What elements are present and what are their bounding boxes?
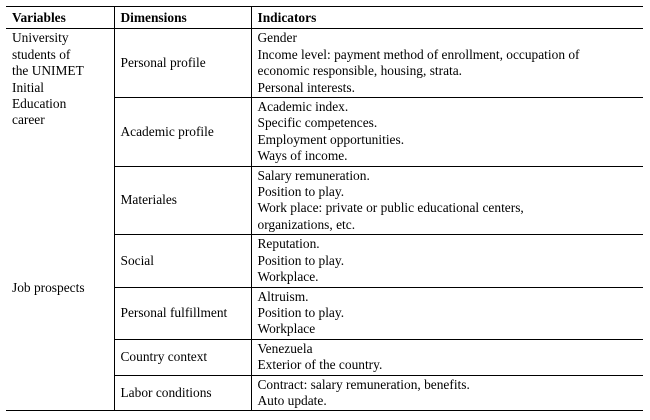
indicator-line: Position to play. <box>257 252 345 268</box>
indicator-cell <box>251 98 643 167</box>
indicator-line: Reputation. <box>257 236 320 252</box>
indicator-line: Personal interests. <box>257 79 355 95</box>
indicator-cell <box>251 339 643 375</box>
indicator-line: Venezuela <box>257 340 313 356</box>
table-row <box>6 29 643 98</box>
indicator-line: Ways of income. <box>257 148 348 164</box>
header-dimensions: Dimensions <box>114 7 251 29</box>
indicator-cell <box>251 375 643 411</box>
indicator-line: Workplace. <box>257 269 319 285</box>
indicator-line: Position to play. <box>257 184 345 200</box>
indicator-cell <box>251 29 643 98</box>
indicator-line: Work place: private or public educational centers, <box>257 200 524 216</box>
indicator-line: Income level: payment method of enrollment, occupation of <box>257 46 580 62</box>
variable-line: the UNIMET <box>12 63 84 79</box>
indicator-line: Contract: salary remuneration, benefits. <box>257 376 470 392</box>
dimension-cell: Materiales <box>114 166 251 235</box>
indicator-line: Exterior of the country. <box>257 357 383 373</box>
indicator-cell <box>251 166 643 235</box>
indicator-line: Workplace <box>257 321 316 337</box>
variable-cell <box>6 166 114 411</box>
variable-line: Education <box>12 96 67 112</box>
indicator-line: organizations, etc. <box>257 216 356 232</box>
variable-line: University <box>12 30 69 46</box>
variable-line: Initial <box>12 79 44 95</box>
dimension-cell: Academic profile <box>114 98 251 167</box>
indicator-line: Academic index. <box>257 99 349 115</box>
indicator-line: Salary remuneration. <box>257 167 370 183</box>
dimension-cell: Country context <box>114 339 251 375</box>
dimension-cell: Personal fulfillment <box>114 287 251 339</box>
variable-line: career <box>12 112 45 128</box>
dimension-cell: Labor conditions <box>114 375 251 411</box>
dimension-cell: Personal profile <box>114 29 251 98</box>
variable-cell <box>6 29 114 166</box>
indicator-cell <box>251 287 643 339</box>
indicator-line: Employment opportunities. <box>257 131 405 147</box>
indicator-line: Position to play. <box>257 304 345 320</box>
variables-table-container <box>6 6 643 411</box>
indicator-line: Altruism. <box>257 288 309 304</box>
indicator-line: Specific competences. <box>257 115 378 131</box>
variable-line: students of <box>12 46 71 62</box>
variables-table <box>6 6 643 411</box>
table-row <box>6 166 643 235</box>
header-row <box>6 7 643 29</box>
variable-line: Job prospects <box>12 280 85 296</box>
indicator-line: Gender <box>257 30 297 46</box>
indicator-line: economic responsible, housing, strata. <box>257 63 463 79</box>
header-variables: Variables <box>6 7 114 29</box>
indicator-line: Auto update. <box>257 392 327 408</box>
header-indicators: Indicators <box>251 7 643 29</box>
indicator-cell <box>251 235 643 287</box>
dimension-cell: Social <box>114 235 251 287</box>
